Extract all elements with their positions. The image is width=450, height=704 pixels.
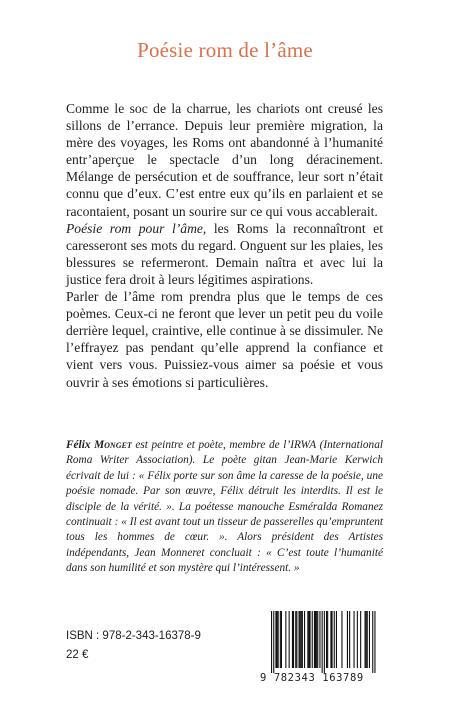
author-last-name: Monget xyxy=(94,439,132,451)
barcode-bar xyxy=(300,611,301,668)
barcode-bar xyxy=(316,611,317,668)
barcode-bar xyxy=(369,611,370,668)
barcode-bar xyxy=(310,611,311,668)
barcode-bar xyxy=(285,611,286,668)
barcode-bar xyxy=(354,611,355,668)
barcode xyxy=(260,609,384,689)
author-name xyxy=(66,439,132,451)
back-cover-blurb xyxy=(66,100,383,391)
barcode-bar xyxy=(296,611,297,668)
barcode-bar xyxy=(307,611,308,668)
barcode-bar xyxy=(341,611,342,668)
barcode-bar xyxy=(317,611,318,668)
barcode-bar xyxy=(314,611,315,668)
author-bio-text: est peintre et poète, membre de l’IRWA (International Roma Writer Association). Le poète gitan Jean-Marie Kerwich écrivait de lui : « Félix porte sur son âme la caresse de la poésie, une poésie nomade. Par son œuvre, Félix détruit les interdits. Il est le disciple de la vérité. ». La poétesse manouche Esméralda Romanez continuait : « Il est avant tout un tisseur de passerelles qu’empruntent tous les hommes de cœur. ». Alors président des Artistes indépendants, Jean Monneret concluait : « C’est toute l’humanité dans son humilité et son mystère qui l’intéressent. » xyxy=(66,439,383,575)
barcode-bar xyxy=(324,611,325,673)
barcode-bar xyxy=(322,611,323,673)
barcode-bar xyxy=(366,611,367,668)
barcode-bar xyxy=(273,611,274,673)
barcode-bar xyxy=(299,611,300,668)
barcode-bar xyxy=(349,611,350,668)
barcode-bar xyxy=(315,611,316,668)
barcode-bar xyxy=(280,611,281,668)
barcode-bar xyxy=(372,611,373,673)
barcode-bar xyxy=(330,611,331,668)
author-bio xyxy=(66,438,383,577)
barcode-bar xyxy=(293,611,294,668)
barcode-bar xyxy=(319,611,320,668)
isbn: ISBN : 978-2-343-16378-9 xyxy=(66,630,201,642)
book-title: Poésie rom de l’âme xyxy=(137,38,313,62)
barcode-bar xyxy=(289,611,290,668)
barcode-bars xyxy=(260,609,384,675)
barcode-bar xyxy=(326,611,327,668)
barcode-bar xyxy=(360,611,361,668)
barcode-bar xyxy=(301,611,302,668)
barcode-bar xyxy=(302,611,303,668)
barcode-bar xyxy=(304,611,305,668)
blurb-paragraph-3: Parler de l’âme rom prendra plus que le temps de ces poèmes. Ceux-ci ne feront que lever un petit peu du voile derrière lequel, craintive, elle continue à se dissimuler. Ne l’effrayez pas pendant qu’elle apprend la confiance et vient vers vous. Puissiez-vous aimer sa poésie et vous ouvrir à ses émotions si particulières. xyxy=(66,289,383,390)
blurb-paragraph-1: Comme le soc de la charrue, les chariots ont creusé les sillons de l’errance. Depuis leur première migration, la mère des voyages, les Roms ont abandonné à l’humanité entr’aperçue le spectacle d’un long déracinement. Mélange de persécution et de souffrance, leur sort n’était connu que d’eux. C’est entre eux qu’ils en parlaient et se racontaient, posant un sourire sur ce qui vous accablerait. xyxy=(66,101,383,219)
barcode-bar xyxy=(374,611,375,673)
barcode-bar xyxy=(336,611,337,668)
barcode-bar xyxy=(332,611,333,668)
author-first-name: Félix xyxy=(66,439,95,451)
barcode-bar xyxy=(271,611,272,673)
barcode-bar xyxy=(277,611,278,668)
barcode-bar xyxy=(295,611,296,668)
barcode-bar xyxy=(275,611,276,668)
barcode-bar xyxy=(312,611,313,668)
barcode-bar xyxy=(281,611,282,668)
blurb-paragraph-2-text: , les Roms la reconnaîtront et caresseront ses mots du regard. Onguent sur les plaies, les blessures se refermeront. Demain naîtra et avec lui la justice fera droit à leurs légitimes aspirations. xyxy=(66,220,383,287)
barcode-bar xyxy=(278,611,279,668)
barcode-bar xyxy=(365,611,366,668)
barcode-bar xyxy=(367,611,368,668)
barcode-bar xyxy=(292,611,293,668)
barcode-digits: 9 782343 163789 xyxy=(260,672,364,684)
barcode-bar xyxy=(308,611,309,668)
barcode-bar xyxy=(327,611,328,668)
price: 22 € xyxy=(66,649,89,661)
blurb-paragraph-2 xyxy=(66,220,383,288)
blurb-title-italic: Poésie rom pour l’âme xyxy=(66,220,203,236)
barcode-bar xyxy=(357,611,358,668)
barcode-bar xyxy=(347,611,348,668)
barcode-bar xyxy=(334,611,335,668)
